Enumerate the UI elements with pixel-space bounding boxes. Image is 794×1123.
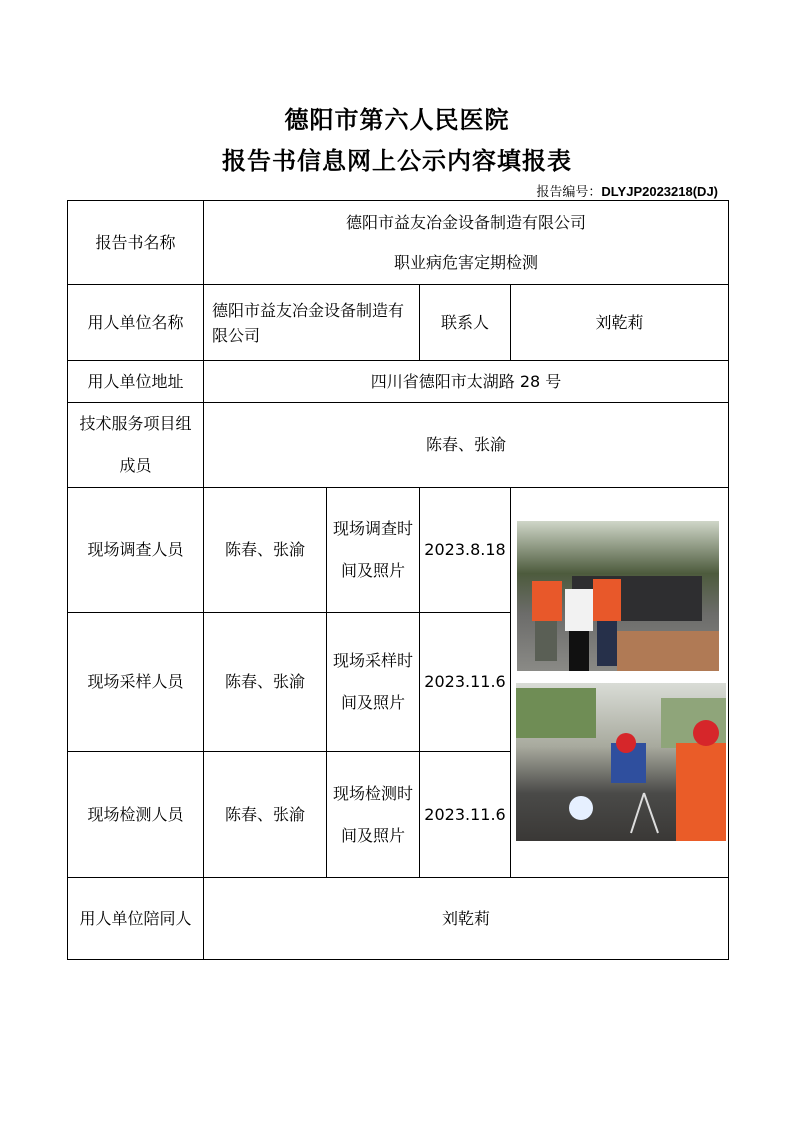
sampling-label: 现场采样人员 <box>68 613 204 752</box>
sampling-date: 2023.11.6 <box>420 613 511 752</box>
sampling-people: 陈春、张渝 <box>204 613 327 752</box>
employer-label: 用人单位名称 <box>68 285 204 361</box>
testing-label: 现场检测人员 <box>68 752 204 878</box>
contact-value: 刘乾莉 <box>511 285 729 361</box>
escort-label: 用人单位陪同人 <box>68 878 204 960</box>
sampling-time-label: 现场采样时间及照片 <box>327 613 420 752</box>
survey-date: 2023.8.18 <box>420 488 511 613</box>
survey-people: 陈春、张渝 <box>204 488 327 613</box>
survey-photo <box>517 521 719 671</box>
address-label: 用人单位地址 <box>68 361 204 403</box>
escort-value: 刘乾莉 <box>204 878 729 960</box>
survey-label: 现场调查人员 <box>68 488 204 613</box>
form-title: 报告书信息网上公示内容填报表 <box>222 147 572 175</box>
survey-time-label: 现场调查时间及照片 <box>327 488 420 613</box>
members-label: 技术服务项目组成员 <box>68 403 204 488</box>
report-number-value: DLYJP2023218(DJ) <box>601 184 718 199</box>
testing-people: 陈春、张渝 <box>204 752 327 878</box>
members-value: 陈春、张渝 <box>204 403 729 488</box>
report-number-label: 报告编号： <box>536 185 602 200</box>
employer-value: 德阳市益友冶金设备制造有限公司 <box>204 285 420 361</box>
hospital-title: 德阳市第六人民医院 <box>284 106 510 134</box>
sampling-testing-photo <box>516 683 726 841</box>
testing-date: 2023.11.6 <box>420 752 511 878</box>
report-name-line2: 职业病危害定期检测 <box>394 252 539 272</box>
report-name-line1: 德阳市益友冶金设备制造有限公司 <box>346 212 587 232</box>
address-value: 四川省德阳市太湖路 28 号 <box>204 361 729 403</box>
report-name-value <box>204 201 729 285</box>
contact-label: 联系人 <box>420 285 511 361</box>
report-name-label: 报告书名称 <box>68 201 204 285</box>
testing-time-label: 现场检测时间及照片 <box>327 752 420 878</box>
report-number <box>536 181 718 200</box>
